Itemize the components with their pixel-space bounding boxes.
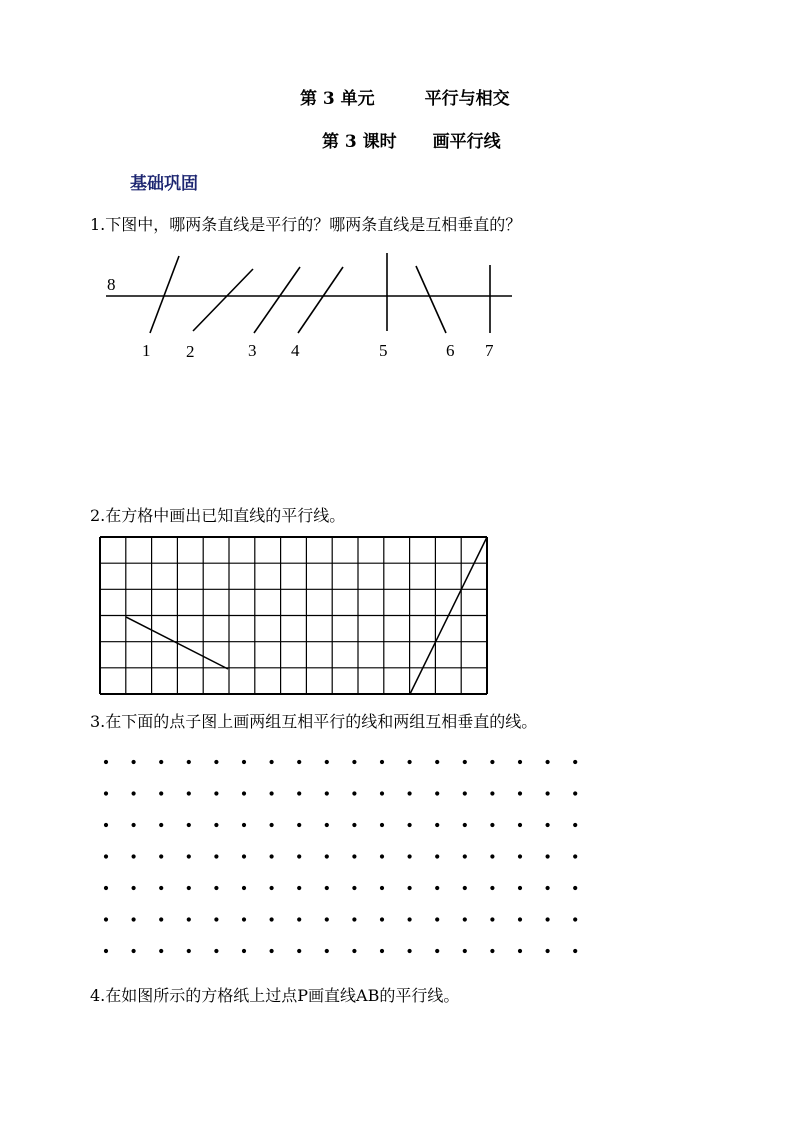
dot-grid	[104, 760, 577, 953]
dot	[132, 823, 136, 827]
label-3: 3	[248, 341, 257, 360]
dot	[159, 760, 163, 764]
dot	[408, 760, 412, 764]
dot	[104, 886, 108, 890]
dot	[104, 854, 108, 858]
dot	[435, 823, 439, 827]
dot	[380, 791, 384, 795]
dot	[187, 760, 191, 764]
dot	[463, 791, 467, 795]
dot	[242, 886, 246, 890]
line-2	[193, 269, 253, 331]
dot	[159, 949, 163, 953]
line-6	[416, 266, 446, 333]
dot	[463, 823, 467, 827]
dot	[546, 949, 550, 953]
dot	[518, 854, 522, 858]
dot	[408, 917, 412, 921]
dot	[270, 760, 274, 764]
dot	[546, 886, 550, 890]
dot	[490, 823, 494, 827]
label-6: 6	[446, 341, 455, 360]
dot	[380, 854, 384, 858]
dot	[408, 854, 412, 858]
dot	[573, 917, 577, 921]
dot	[490, 949, 494, 953]
dot	[132, 917, 136, 921]
dot	[435, 791, 439, 795]
dot	[380, 760, 384, 764]
dot	[518, 823, 522, 827]
dot	[242, 760, 246, 764]
dot	[352, 823, 356, 827]
dot	[242, 917, 246, 921]
dot	[408, 791, 412, 795]
dot	[242, 823, 246, 827]
dot	[297, 791, 301, 795]
dot	[546, 917, 550, 921]
dot	[435, 917, 439, 921]
dot	[380, 886, 384, 890]
dot	[463, 886, 467, 890]
dot	[463, 949, 467, 953]
dot	[573, 886, 577, 890]
label-8: 8	[107, 275, 116, 294]
dot	[435, 760, 439, 764]
dot	[518, 949, 522, 953]
dot	[187, 949, 191, 953]
dot	[573, 823, 577, 827]
line-1	[150, 256, 179, 333]
dot	[435, 886, 439, 890]
dot	[132, 760, 136, 764]
dot	[159, 886, 163, 890]
dot	[352, 791, 356, 795]
dot	[187, 917, 191, 921]
dot	[187, 886, 191, 890]
dot	[518, 886, 522, 890]
section-title: 基础巩固	[130, 174, 198, 194]
dot	[463, 917, 467, 921]
dot	[104, 791, 108, 795]
dot	[573, 854, 577, 858]
dot	[159, 791, 163, 795]
dot	[159, 917, 163, 921]
dot	[408, 949, 412, 953]
dot	[132, 886, 136, 890]
dot	[159, 854, 163, 858]
dot	[380, 917, 384, 921]
dot	[214, 760, 218, 764]
dot	[546, 854, 550, 858]
dot	[546, 760, 550, 764]
dot	[214, 823, 218, 827]
grid-figure	[100, 537, 487, 694]
dot	[352, 854, 356, 858]
dot	[490, 791, 494, 795]
dot	[297, 949, 301, 953]
dot	[132, 791, 136, 795]
dot	[104, 949, 108, 953]
dot	[325, 917, 329, 921]
dot	[187, 791, 191, 795]
question-1: 1.下图中，哪两条直线是平行的？哪两条直线是互相垂直的？	[90, 215, 522, 234]
dot	[297, 760, 301, 764]
dot	[214, 886, 218, 890]
dot	[187, 823, 191, 827]
dot	[573, 949, 577, 953]
label-7: 7	[485, 341, 494, 360]
dot	[270, 791, 274, 795]
label-4: 4	[291, 341, 300, 360]
dot	[214, 791, 218, 795]
label-2: 2	[186, 342, 195, 361]
dot	[325, 791, 329, 795]
dot	[297, 917, 301, 921]
dot	[490, 886, 494, 890]
unit-title: 平行与相交	[424, 89, 510, 109]
dot	[242, 854, 246, 858]
dot	[104, 760, 108, 764]
dot	[380, 949, 384, 953]
dot	[546, 791, 550, 795]
dot	[325, 854, 329, 858]
dot	[352, 760, 356, 764]
question-4: 4.在如图所示的方格纸上过点P画直线AB的平行线。	[90, 986, 460, 1005]
dot	[325, 949, 329, 953]
dot	[297, 854, 301, 858]
question-2: 2.在方格中画出已知直线的平行线。	[90, 506, 346, 525]
dot	[242, 949, 246, 953]
dot	[380, 823, 384, 827]
dot	[573, 760, 577, 764]
dot	[408, 823, 412, 827]
dot	[408, 886, 412, 890]
lesson-title: 画平行线	[432, 132, 501, 152]
dot	[352, 917, 356, 921]
dot	[270, 823, 274, 827]
dot	[546, 823, 550, 827]
dot	[325, 886, 329, 890]
dot	[518, 917, 522, 921]
dot	[490, 917, 494, 921]
dot	[352, 949, 356, 953]
dot	[214, 949, 218, 953]
dot	[270, 854, 274, 858]
dot	[490, 760, 494, 764]
dot	[325, 823, 329, 827]
dot	[270, 917, 274, 921]
label-5: 5	[379, 341, 388, 360]
dot	[159, 823, 163, 827]
dot	[518, 760, 522, 764]
dot	[104, 823, 108, 827]
dot	[463, 760, 467, 764]
dot	[573, 791, 577, 795]
dot	[104, 917, 108, 921]
dot	[270, 949, 274, 953]
line-4	[298, 267, 343, 333]
dot	[435, 854, 439, 858]
dot	[352, 886, 356, 890]
dot	[325, 760, 329, 764]
dot	[270, 886, 274, 890]
line-3	[254, 267, 300, 333]
dot	[518, 791, 522, 795]
unit-number: 第 3 单元	[300, 89, 375, 109]
dot	[214, 854, 218, 858]
dot	[132, 949, 136, 953]
dot	[297, 823, 301, 827]
dot	[132, 854, 136, 858]
label-1: 1	[142, 341, 151, 360]
dot	[463, 854, 467, 858]
dot	[435, 949, 439, 953]
dot	[242, 791, 246, 795]
lesson-number: 第 3 课时	[322, 132, 397, 152]
dot	[490, 854, 494, 858]
dot	[297, 886, 301, 890]
dot	[214, 917, 218, 921]
question-3: 3.在下面的点子图上画两组互相平行的线和两组互相垂直的线。	[90, 712, 538, 731]
dot	[187, 854, 191, 858]
